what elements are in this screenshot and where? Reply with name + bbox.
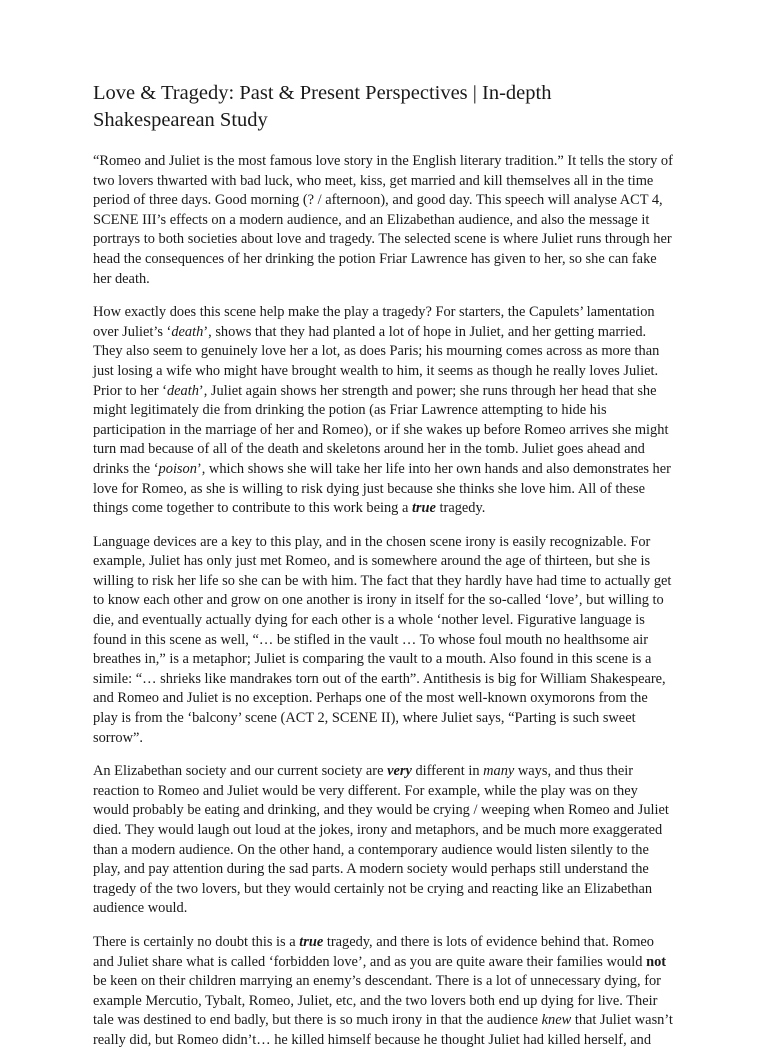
paragraph-evidence [93,933,676,1051]
emphasized-text: death [166,382,199,399]
paragraph-text: be keen on their children marrying an enemy’s descendant. There is a lot of unnecessary dying, for example Mercutio, Tybalt, Romeo, Juliet, etc, and the two lovers both end up dying for live. Their tale was destined to end badly, but there is so much irony in that the audience [93,973,661,1029]
paragraph-text: that Juliet wasn’t really did, but Romeo didn’t… he killed himself because he thought Juliet had killed herself, and [93,1012,673,1048]
emphasized-text: very [387,763,412,780]
emphasized-text: many [483,763,515,780]
paragraph-text: ’, Juliet again shows her strength and power; she runs through her head that she might legitimately die from drinking the potion (as Friar Lawrence attempting to hide his participation in the marriage of her and Romeo), or if she wakes up before Romeo arrives she might turn mad because of all of the death and skeletons around her in the tomb. Juliet goes ahead and drinks the ‘ [93,382,669,477]
paragraph-tragedy [93,303,676,519]
paragraph-text: An Elizabethan society and our current society are [93,763,388,780]
emphasized-text: true [299,933,324,950]
paragraph-text: ’, shows that they had planted a lot of hope in Juliet, and her getting married. They also seem to genuinely love her a lot, as does Paris; his mourning comes across as more than just losing a wife who might have brought wealth to him, it seems as though he really loves Juliet. Prior to her ‘ [93,323,660,399]
document-title: Love & Tragedy: Past & Present Perspectives | In-depth Shakespearean Study [93,82,552,131]
emphasized-text: knew [541,1012,572,1029]
paragraph-intro [93,152,676,289]
paragraph-audience-comparison [93,762,676,919]
document-body [93,152,676,1051]
paragraph-text: There is certainly no doubt this is a [93,933,300,950]
emphasized-text: not [646,953,667,970]
emphasized-text: true [411,500,436,517]
paragraph-text: different in [411,763,484,780]
paragraph-text: tragedy. [435,500,486,517]
paragraph-text: ways, and thus their reaction to Romeo and Juliet would be very different. For example, while the play was on they would probably be eating and drinking, and they would be crying / weeping when Romeo and Juliet died. They would laugh out loud at the jokes, irony and metaphors, and be much more exaggerated than a modern audience. On the other hand, a contemporary audience would listen silently to the play, and pay attention during the sad parts. A modern society would perhaps still understand the tragedy of the two lovers, but they would certainly not be crying and reacting like an Elizabethan audience would. [93,763,669,917]
paragraph-language-devices [93,533,676,749]
emphasized-text: death [171,323,204,340]
paragraph-text: “Romeo and Juliet is the most famous love story in the English literary tradition.” It tells the story of two lovers thwarted with bad luck, who meet, kiss, get married and kill themselves all in the time period of three days. Good morning (? / afternoon), and good day. This speech will analyse ACT 4, SCENE III’s effects on a modern audience, and an Elizabethan audience, and also the message it portrays to both societies about love and tragedy. The selected scene is where Juliet runs through her head the consequences of her drinking the potion Friar Lawrence has given to her, so she can fake her death. [93,153,673,287]
paragraph-text: Language devices are a key to this play, and in the chosen scene irony is easily recognizable. For example, Juliet has only just met Romeo, and is somewhere around the age of thirteen, but she is willing to risk her life so she can be with him. The fact that they hardly have had time to actually get to know each other and grow on one another is irony in itself for the so-called ‘love’, but willing to die, and eventually actually dying for each other is a whole ‘nother level. Figurative language is found in this scene as well, “… be stifled in the vault … To whose foul mouth no healthsome air breathes in,” is a metaphor; Juliet is comparing the vault to a mouth. Also found in this scene is a simile: “… shrieks like mandrakes torn out of the earth”. Antithesis is big for William Shakespeare, and Romeo and Juliet is no exception. Perhaps one of the most well-known oxymorons from the play is from the ‘balcony’ scene (ACT 2, SCENE II), where Juliet says, “Parting is such sweet sorrow”. [93,533,672,746]
paragraph-text: tragedy, and there is lots of evidence behind that. Romeo and Juliet share what is called ‘forbidden love’, and as you are quite aware their families would [93,933,654,970]
emphasized-text: poison [158,460,197,477]
paragraph-text: How exactly does this scene help make the play a tragedy? For starters, the Capulets’ lamentation over Juliet’s ‘ [93,304,655,340]
paragraph-text: ’, which shows she will take her life into her own hands and also demonstrates her love for Romeo, as she is willing to risk dying just because she thinks she love him. All of these things come together to contribute to this work being a [93,460,671,517]
